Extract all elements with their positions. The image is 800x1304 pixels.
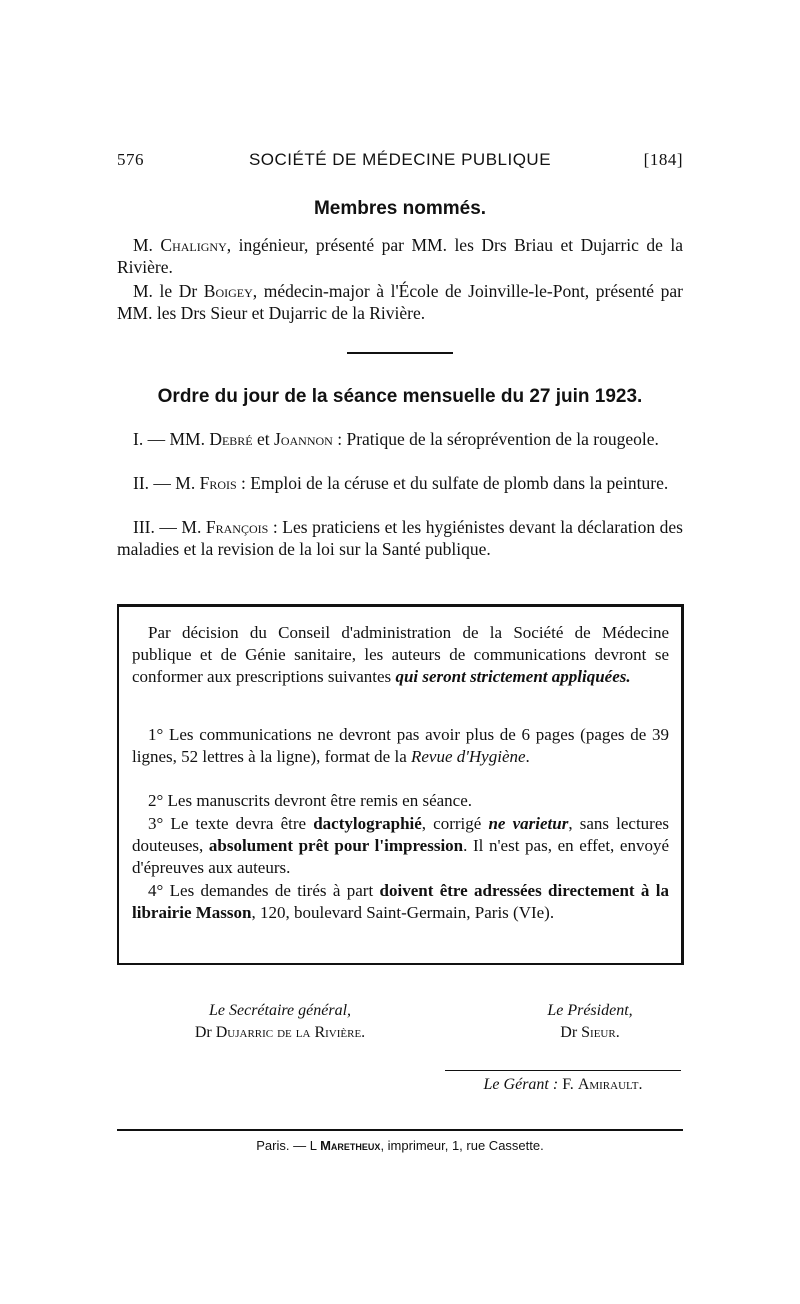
notice-rule-2: 2° Les manuscrits devront être remis en séance. bbox=[148, 791, 473, 810]
running-header bbox=[117, 150, 683, 174]
member-name: Boigey bbox=[203, 281, 253, 301]
manager-signature: Le Gérant : F. Amirault. bbox=[483, 1076, 643, 1093]
president-signature bbox=[500, 1000, 680, 1044]
agenda-item-3: III. — M. François : Les praticiens et les hygiénistes devant la déclaration des maladies et la revision de la loi sur la Santé publique. bbox=[117, 517, 683, 559]
running-title: SOCIÉTÉ DE MÉDECINE PUBLIQUE bbox=[248, 150, 552, 169]
printer-imprint: Paris. — L Maretheux, imprimeur, 1, rue Cassette. bbox=[256, 1138, 544, 1153]
notice-rule-1: 1° Les communications ne devront pas avoir plus de 6 pages (pages de 39 lignes, 52 lettres à la ligne), format de la Revue d'Hygiène. bbox=[132, 725, 669, 766]
president-name-line: Dr Sieur. bbox=[560, 1024, 620, 1041]
agenda-heading: Ordre du jour de la séance mensuelle du 27 juin 1923. bbox=[157, 386, 643, 407]
agenda-item-2: II. — M. Frois : Emploi de la céruse et du sulfate de plomb dans la peinture. bbox=[133, 473, 669, 493]
secretary-signature bbox=[150, 1000, 410, 1044]
notice-intro: Par décision du Conseil d'administration de la Société de Médecine publique et de Génie sanitaire, les auteurs de communications devront se conformer aux prescriptions suivantes qui seront strictement appliquées. bbox=[132, 623, 669, 686]
notice-rule-4: 4° Les demandes de tirés à part doivent être adressées directement à la librairie Masson, 120, boulevard Saint-Germain, Paris (VIe). bbox=[132, 881, 669, 922]
section-divider bbox=[347, 352, 453, 354]
agenda-item-1: I. — MM. Debré et Joannon : Pratique de la séroprévention de la rougeole. bbox=[133, 429, 659, 449]
footer-rule bbox=[117, 1129, 683, 1131]
notice-rule-3: 3° Le texte devra être dactylographié, corrigé ne varietur, sans lectures douteuses, absolument prêt pour l'impression. Il n'est pas, en effet, envoyé d'épreuves aux auteurs. bbox=[132, 814, 670, 877]
member-entry-2: M. le Dr Boigey, médecin-major à l'École de Joinville-le-Pont, présenté par MM. les Drs Sieur et Dujarric de la Rivière. bbox=[117, 281, 683, 323]
manager-rule bbox=[445, 1070, 681, 1071]
secretary-title: Le Secrétaire général, bbox=[208, 1002, 352, 1019]
members-heading: Membres nommés. bbox=[313, 198, 487, 219]
page-number: 576 bbox=[117, 150, 144, 169]
member-name: Chaligny bbox=[160, 235, 227, 255]
president-title: Le Président, bbox=[547, 1002, 633, 1019]
bracket-number: [184] bbox=[643, 150, 683, 169]
secretary-name-line: Dr Dujarric de la Rivière. bbox=[194, 1024, 366, 1041]
member-entry-1: M. Chaligny, ingénieur, présenté par MM. les Drs Briau et Dujarric de la Rivière. bbox=[117, 235, 684, 277]
